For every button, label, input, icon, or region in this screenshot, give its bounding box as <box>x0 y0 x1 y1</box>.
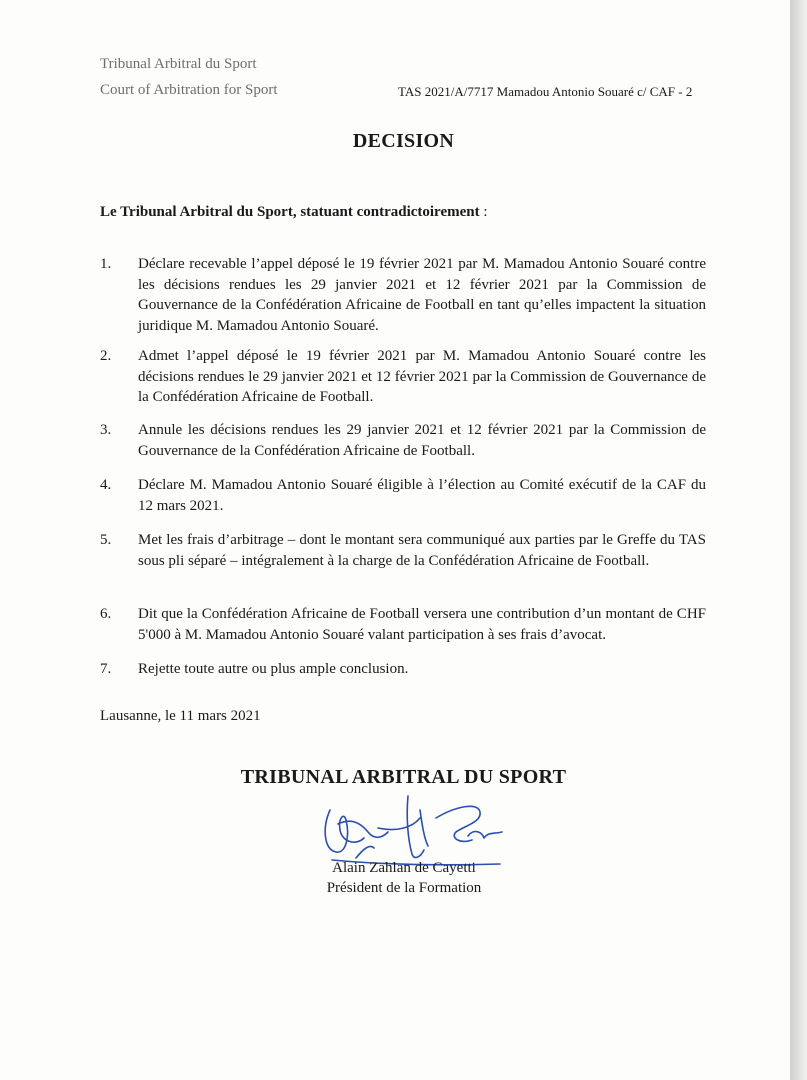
item-text: Déclare M. Mamadou Antonio Souaré éligible à l’élection au Comité exécutif de la CAF du 12 mars 2021. <box>138 477 706 514</box>
item-number: 6. <box>100 606 112 622</box>
signer-name: Alain Zahlan de Cayetti <box>332 860 476 876</box>
signature-court-name: TRIBUNAL ARBITRAL DU SPORT <box>240 766 567 788</box>
court-name-english: Court of Arbitration for Sport <box>100 82 278 98</box>
document-title: DECISION <box>352 130 455 152</box>
court-name-french: Tribunal Arbitral du Sport <box>100 56 257 72</box>
item-number: 3. <box>100 422 112 438</box>
case-reference: TAS 2021/A/7717 Mamadou Antonio Souaré c/ CAF - 2 <box>398 84 693 99</box>
item-text: Annule les décisions rendues les 29 janvier 2021 et 12 février 2021 par la Commission de Gouvernance de la Confédération Africaine de Football. <box>138 422 706 459</box>
item-text: Admet l’appel déposé le 19 février 2021 par M. Mamadou Antonio Souaré contre les décisions rendues le 29 janvier 2021 et 12 février 2021 par la Commission de Gouvernance de la Confédération Africaine de Football. <box>138 348 706 405</box>
item-number: 2. <box>100 348 112 364</box>
item-number: 4. <box>100 477 112 493</box>
decision-intro-bold: Le Tribunal Arbitral du Sport, statuant contradictoirement <box>100 204 480 220</box>
decision-intro <box>100 204 488 221</box>
place-and-date: Lausanne, le 11 mars 2021 <box>100 708 261 724</box>
item-text: Met les frais d’arbitrage – dont le montant sera communiqué aux parties par le Greffe du TAS sous pli séparé – intégralement à la charge de la Confédération Africaine de Football. <box>138 532 706 569</box>
item-number: 7. <box>100 661 112 677</box>
decision-intro-suffix: : <box>479 204 488 220</box>
item-number: 1. <box>100 256 112 272</box>
item-text: Déclare recevable l’appel déposé le 19 février 2021 par M. Mamadou Antonio Souaré contre les décisions rendues les 29 janvier 2021 et 12 février 2021 par la Commission de Gouvernance de la Confédération Africaine de Football en tant qu’elles impactent la situation juridique M. Mamadou Antonio Souaré. <box>138 256 706 334</box>
item-text: Rejette toute autre ou plus ample conclusion. <box>138 661 409 677</box>
signer-role: Président de la Formation <box>326 880 482 896</box>
item-text: Dit que la Confédération Africaine de Football versera une contribution d’un montant de CHF 5'000 à M. Mamadou Antonio Souaré valant participation à ses frais d’avocat. <box>138 606 706 643</box>
page-edge-shadow <box>790 0 807 1080</box>
item-number: 5. <box>100 532 112 548</box>
